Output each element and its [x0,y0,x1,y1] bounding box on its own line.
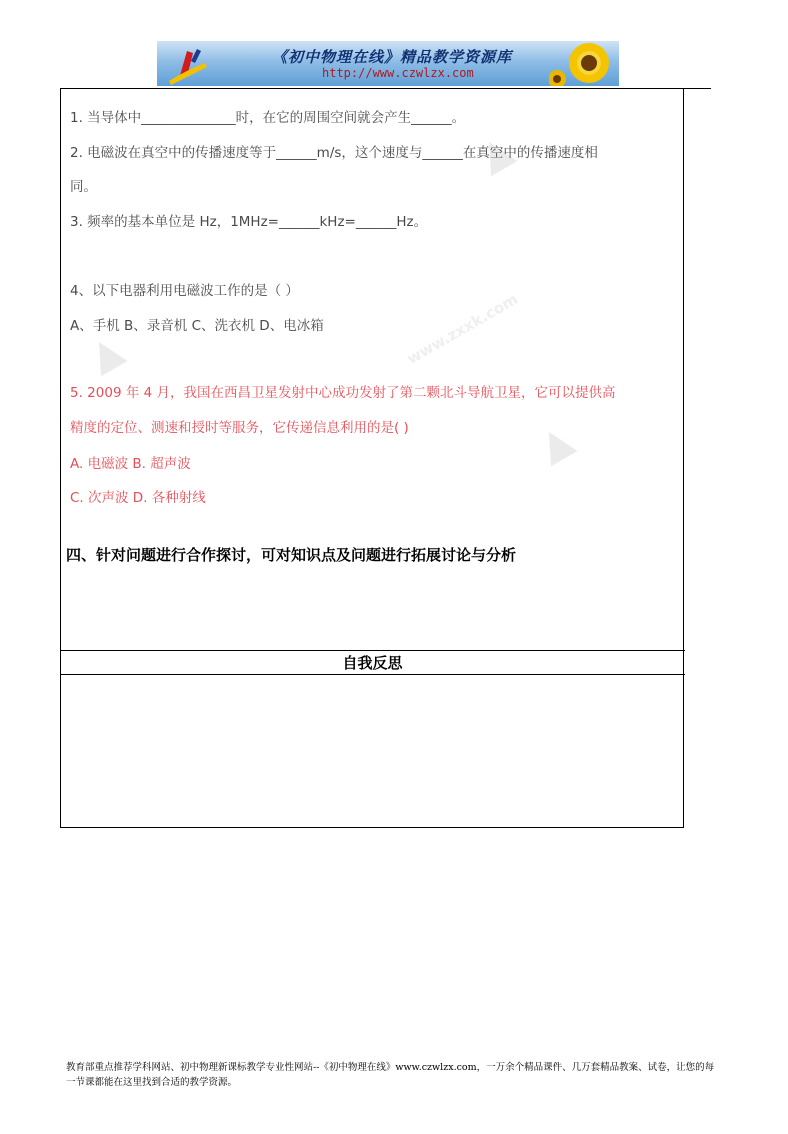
banner-url[interactable]: http://www.czwlzx.com [322,66,474,80]
table-divider [60,674,685,675]
header-banner [157,41,619,86]
watermark-logo: ▲ [530,415,581,471]
watermark-url: www.zxxk.com [403,289,522,369]
watermark-logo: ▲ [80,325,131,381]
sunflower-icon [549,41,619,86]
question-2-line-1: 2. 电磁波在真空中的传播速度等于______m/s，这个速度与______在真空中的传播速度相 [70,145,598,161]
site-logo-icon [157,41,217,86]
watermark-logo: ▲ [470,125,521,181]
question-5-options-row-1: A. 电磁波 B. 超声波 [70,456,191,472]
question-4: 4、以下电器利用电磁波工作的是（ ） [70,283,299,299]
page-footer: 教育部重点推荐学科网站、初中物理新课标教学专业性网站--《初中物理在线》www.czwlzx.com，一万余个精品课件、几万套精品教案、试卷，让您的每一节课都能在这里找到合适的教学资源。 [66,1062,715,1088]
header-rule [684,88,711,89]
section-4-heading: 四、针对问题进行合作探讨，可对知识点及问题进行拓展讨论与分析 [66,546,517,564]
banner-title: 《初中物理在线》精品教学资源库 [272,48,513,66]
question-4-options: A、手机 B、录音机 C、洗衣机 D、电冰箱 [70,318,324,334]
question-3: 3. 频率的基本单位是 Hz，1MHz=______kHz=______Hz。 [70,214,428,230]
question-5-line-1: 5. 2009 年 4 月，我国在西昌卫星发射中心成功发射了第二颗北斗导航卫星，它可以提供高 [70,385,616,401]
question-5-options-row-2: C. 次声波 D. 各种射线 [70,490,206,506]
question-5-line-2: 精度的定位、测速和授时等服务，它传递信息利用的是( ) [70,420,409,436]
question-2-line-2: 同。 [70,179,97,195]
question-1: 1. 当导体中______________时，在它的周围空间就会产生______。 [70,110,466,126]
reflection-heading: 自我反思 [342,654,403,672]
table-divider [60,650,685,651]
